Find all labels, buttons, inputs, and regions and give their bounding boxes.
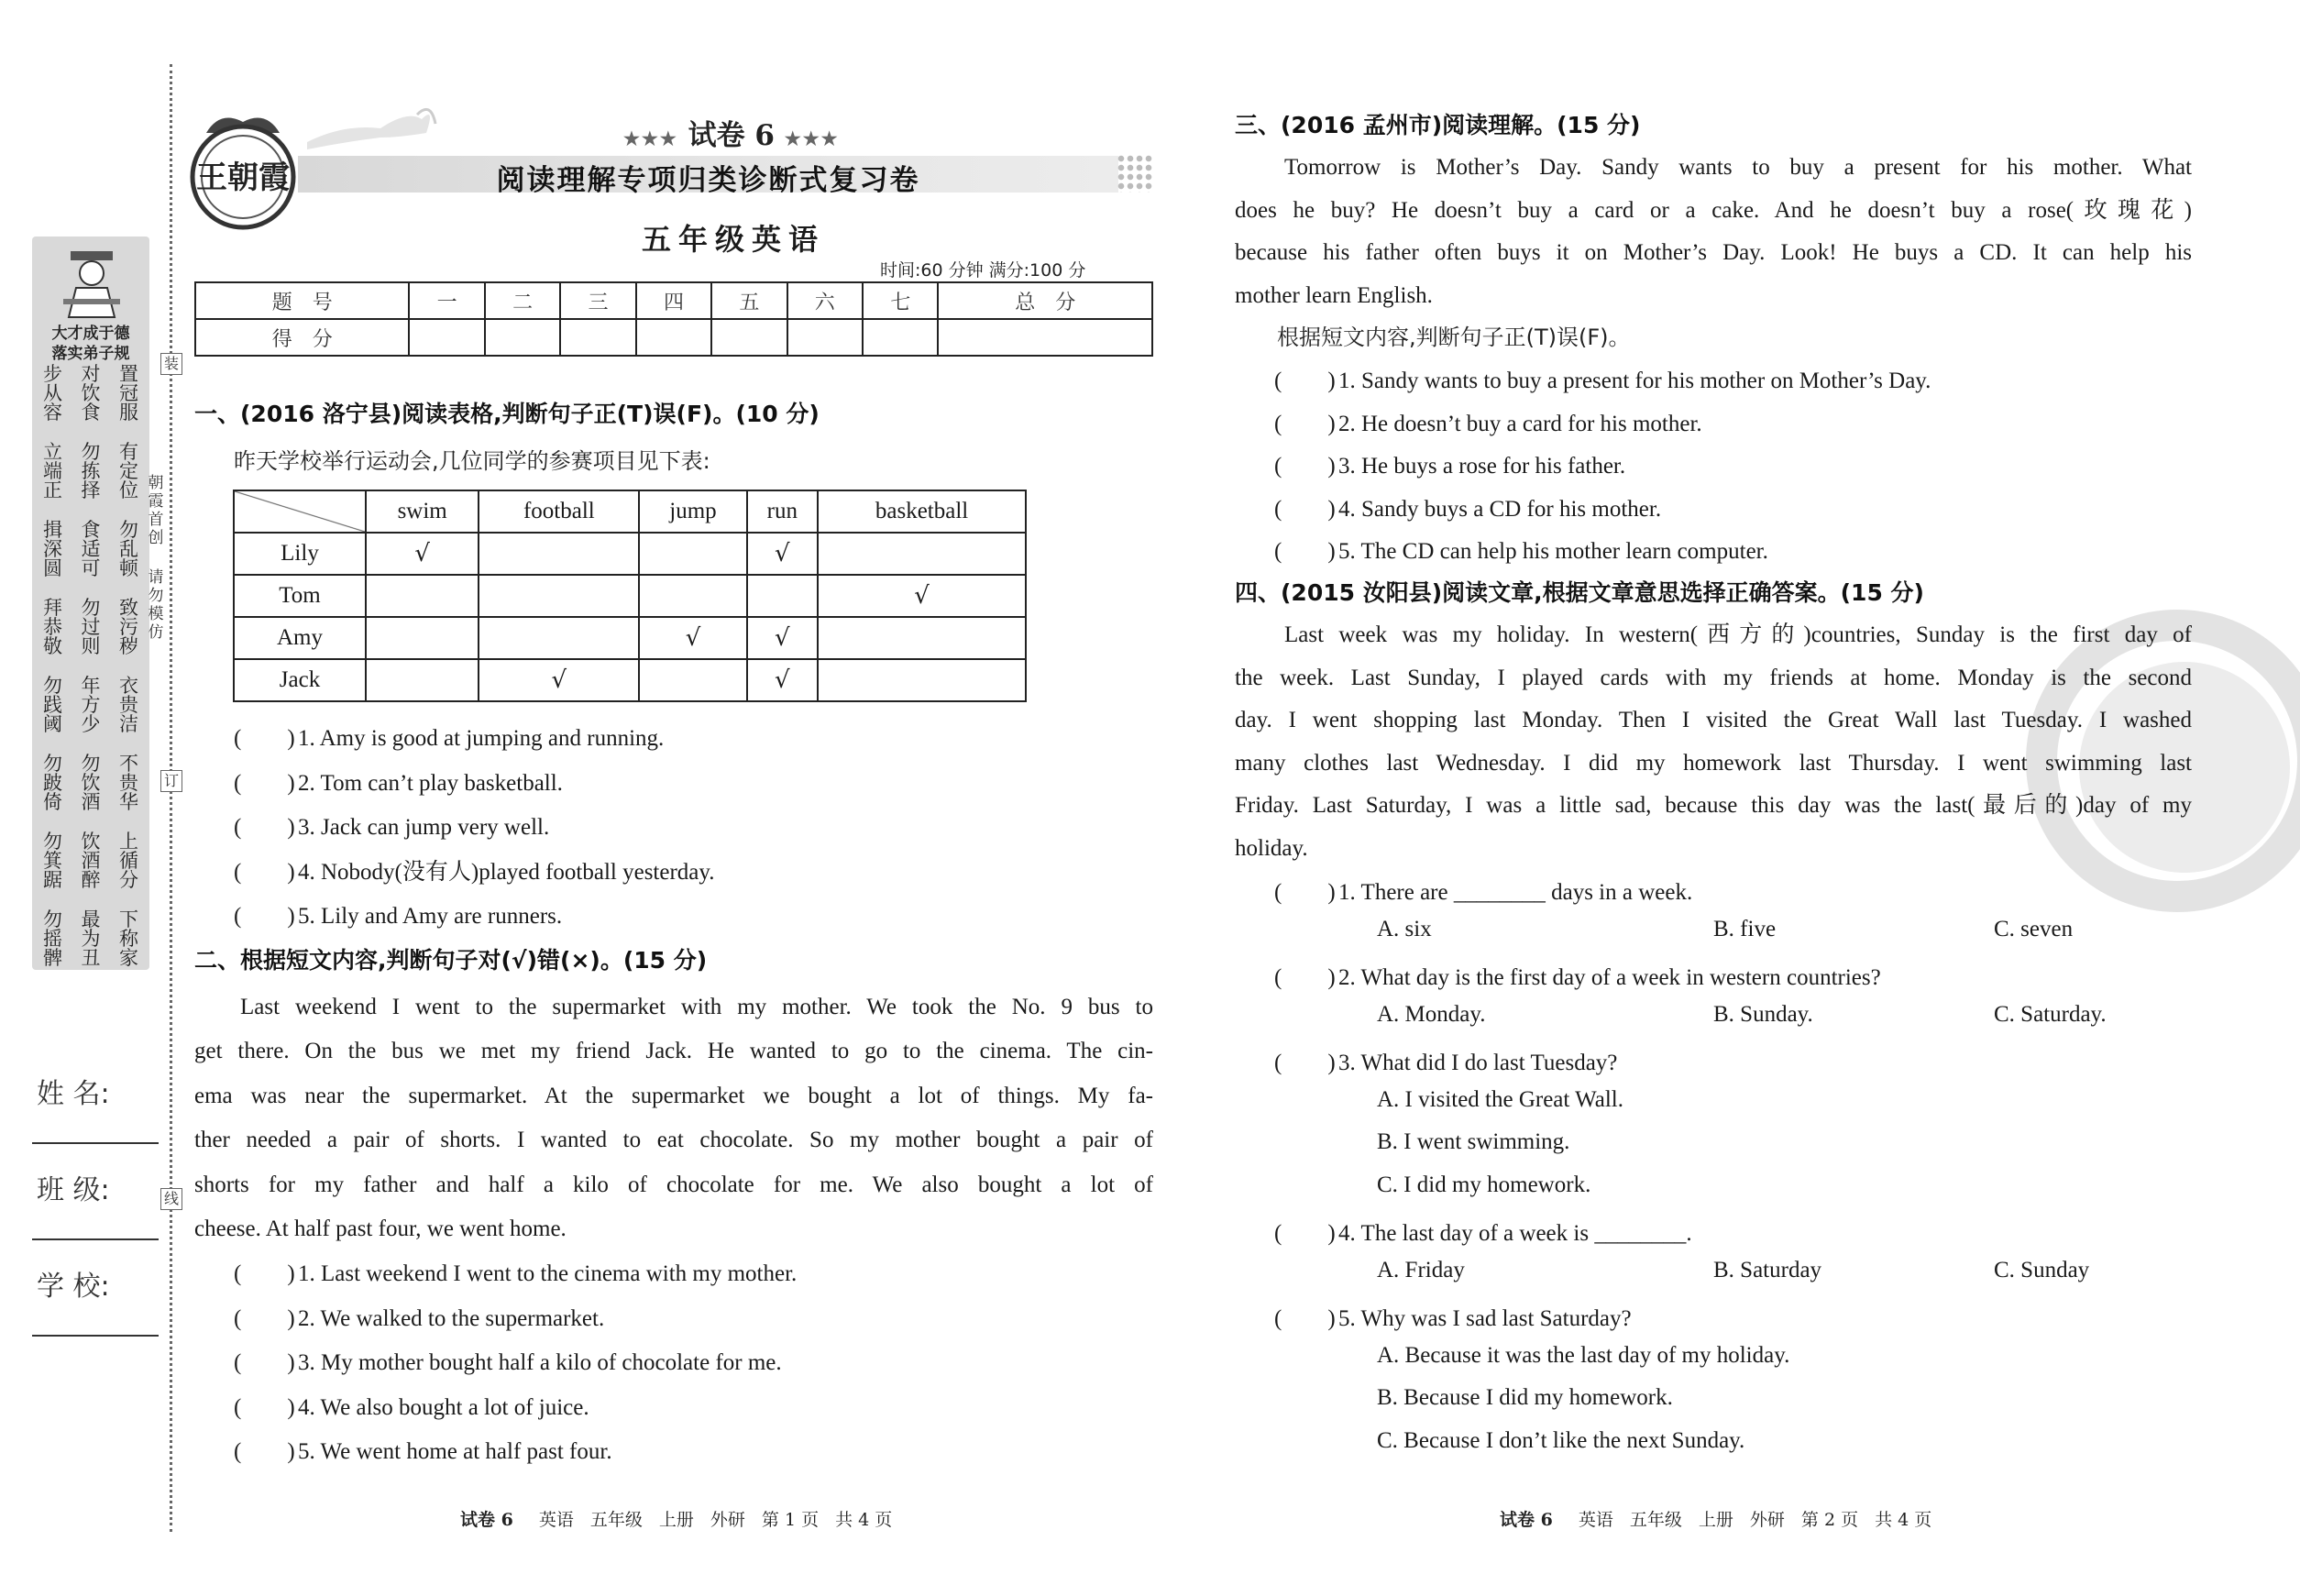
motto-char: 酒: [81, 791, 101, 813]
footer-right: [1500, 1506, 1948, 1531]
tick-cell: [366, 575, 479, 617]
motto-column: [82, 365, 101, 968]
school-label: 学 校:: [37, 1271, 110, 1303]
tick-cell: √: [747, 617, 819, 659]
score-input-cell[interactable]: [787, 319, 863, 356]
tick-cell: [479, 533, 639, 575]
student-name: Amy: [234, 617, 366, 659]
motto-char: 圆: [43, 557, 62, 579]
answer-bracket[interactable]: ( ): [234, 1439, 295, 1464]
score-header-cell: 五: [711, 282, 787, 319]
score-input-cell[interactable]: [409, 319, 484, 356]
passage-line: holiday.: [1235, 835, 1308, 861]
motto-char: 华: [119, 791, 138, 813]
name-label: 姓 名:: [37, 1078, 110, 1110]
footer-paper: 试卷 6: [1500, 1510, 1553, 1530]
paper-number-text: 试卷 6: [688, 119, 775, 152]
motto-char: 家: [119, 947, 138, 969]
question-item: [1274, 447, 1625, 480]
section2-heading: 二、根据短文内容,判断句子对(√)错(×)。(15 分): [194, 947, 708, 974]
sport-column-basketball: basketball: [818, 490, 1026, 533]
motto-char: 箕: [43, 850, 62, 872]
question-item: [1274, 533, 1768, 566]
answer-option[interactable]: A. Monday.: [1377, 1001, 1486, 1027]
seal-char-zhuang: 装: [160, 353, 182, 375]
tick-cell: [639, 659, 746, 701]
question-item: [1274, 959, 1881, 992]
sport-column-football: football: [479, 490, 639, 533]
motto-char: 则: [81, 635, 101, 657]
passage-line: day. I went shopping last Monday. Then I visited the Great Wall last Tuesday. I washed: [1235, 708, 2192, 732]
motto-char: 拜: [43, 597, 62, 619]
motto-char: 正: [43, 479, 62, 501]
motto-char: 醉: [81, 869, 101, 891]
score-header-cell: 总 分: [938, 282, 1152, 319]
tick-cell: [639, 575, 746, 617]
motto-char: 勿: [43, 675, 62, 697]
side-char: 勿: [148, 587, 164, 605]
side-char: 首: [148, 511, 164, 529]
motto-char: 跛: [43, 772, 62, 794]
logo-text: 王朝霞: [196, 160, 290, 196]
passage-line: ema was near the supermarket. At the supermarket we bought a lot of things. My fa-: [194, 1083, 1153, 1108]
motto-char: 髀: [43, 947, 62, 969]
motto-char: 可: [81, 557, 101, 579]
student-name: Lily: [234, 533, 366, 575]
question-item: [234, 1255, 797, 1288]
answer-bracket[interactable]: ( ): [1274, 880, 1336, 905]
motto-panel: [32, 237, 149, 970]
side-char: 仿: [148, 623, 164, 642]
motto-char: 食: [81, 519, 101, 541]
ribbon-icon: [307, 96, 445, 151]
answer-option[interactable]: A. six: [1377, 916, 1432, 941]
motto-char: 对: [81, 363, 101, 385]
question-text: 3. My mother bought half a kilo of chocolate for me.: [298, 1350, 782, 1375]
question-text: 2. Tom can’t play basketball.: [298, 770, 563, 796]
student-row: [234, 575, 1026, 617]
motto-char: 倚: [43, 791, 62, 813]
side-char: 创: [148, 529, 164, 547]
student-name: Jack: [234, 659, 366, 701]
section1-intro: 昨天学校举行运动会,几位同学的参赛项目见下表:: [234, 448, 710, 474]
student-row: [234, 617, 1026, 659]
section2-passage: [194, 985, 1153, 1251]
answer-bracket[interactable]: ( ): [1274, 539, 1336, 564]
answer-bracket[interactable]: ( ): [1274, 1221, 1336, 1246]
class-label: 班 级:: [37, 1174, 110, 1206]
answer-bracket[interactable]: ( ): [1274, 496, 1336, 522]
motto-char: 位: [119, 479, 138, 501]
passage-line: cheese. At half past four, we went home.: [194, 1216, 567, 1242]
question-item: [234, 1433, 612, 1466]
question-item: [234, 765, 563, 798]
footer-part: 共 4 页: [1875, 1510, 1932, 1530]
question-text: 1. Amy is good at jumping and running.: [298, 726, 665, 751]
answer-option[interactable]: C. I did my homework.: [1377, 1172, 1591, 1197]
answer-bracket[interactable]: ( ): [234, 859, 295, 885]
tick-cell: [479, 575, 639, 617]
answer-option[interactable]: A. Friday: [1377, 1257, 1465, 1282]
question-item: [1274, 1215, 1692, 1248]
tick-cell: [639, 533, 746, 575]
section4-passage: [1235, 614, 2192, 870]
score-header-cell: 七: [863, 282, 938, 319]
question-text: 1. Last weekend I went to the cinema with my mother.: [298, 1261, 798, 1286]
answer-option[interactable]: A. I visited the Great Wall.: [1377, 1086, 1623, 1112]
motto-char: 饮: [81, 831, 101, 853]
motto-char: 年: [81, 675, 101, 697]
motto-char: 踞: [43, 869, 62, 891]
footer-part: 上册: [658, 1510, 694, 1530]
footer-paper: 试卷 6: [460, 1510, 513, 1530]
section3-instruction: 根据短文内容,判断句子正(T)误(F)。: [1277, 325, 1631, 350]
question-text: 2. He doesn’t buy a card for his mother.: [1338, 411, 1702, 436]
question-item: [234, 809, 549, 842]
motto-column: [43, 365, 62, 968]
question-text: 1. There are ________ days in a week.: [1338, 880, 1693, 905]
score-header-cell: 题 号: [195, 282, 409, 319]
question-text: 3. He buys a rose for his father.: [1338, 454, 1626, 479]
motto-char: 勿: [43, 831, 62, 853]
question-item: [234, 897, 562, 930]
motto-char: 勿: [81, 441, 101, 463]
question-item: [234, 1344, 782, 1377]
score-header-cell: 二: [485, 282, 560, 319]
side-char: 请: [148, 568, 164, 587]
motto-char: 践: [43, 694, 62, 716]
main-title: 阅读理解专项归类诊断式复习卷: [496, 164, 920, 197]
footer-part: 英语: [538, 1510, 574, 1530]
motto-char: 污: [119, 616, 138, 638]
tick-cell: [818, 533, 1026, 575]
answer-bracket[interactable]: ( ): [1274, 454, 1336, 479]
motto-char: 阈: [43, 713, 62, 735]
score-table: [194, 281, 1153, 357]
answer-bracket[interactable]: ( ): [234, 815, 295, 840]
motto-heading-2: 落实弟子规: [51, 345, 130, 363]
motto-char: 拣: [81, 460, 101, 482]
seal-char-ding: 订: [160, 770, 182, 792]
tick-cell: √: [366, 533, 479, 575]
question-text: 2. What day is the first day of a week in western countries?: [1338, 965, 1881, 990]
footer-part: 外研: [1749, 1510, 1785, 1530]
passage-line: Friday. Last Saturday, I was a little sad, because this day was the last(最后的)day of my: [1235, 793, 2192, 818]
motto-char: 食: [81, 402, 101, 424]
motto-char: 勿: [81, 753, 101, 775]
section4-heading: 四、(2015 汝阳县)阅读文章,根据文章意思选择正确答案。(15 分): [1235, 579, 1924, 606]
question-text: 5. We went home at half past four.: [298, 1439, 612, 1464]
question-item: [234, 720, 664, 753]
score-input-cell[interactable]: [636, 319, 711, 356]
motto-char: 贵: [119, 772, 138, 794]
motto-char: 洁: [119, 713, 138, 735]
question-text: 5. The CD can help his mother learn computer.: [1338, 539, 1768, 564]
motto-char: 立: [43, 441, 62, 463]
tick-cell: √: [747, 533, 819, 575]
question-text: 4. Nobody(没有人)played football yesterday.: [298, 859, 715, 885]
motto-char: 饮: [81, 772, 101, 794]
star-icons-left: ★★★: [623, 127, 678, 149]
dot-pattern: [1117, 154, 1153, 193]
motto-char: 不: [119, 753, 138, 775]
question-text: 3. What did I do last Tuesday?: [1338, 1051, 1618, 1075]
passage-line: get there. On the bus we met my friend Jack. He wanted to go to the cinema. The cin-: [194, 1039, 1153, 1064]
footer-part: 第 2 页: [1800, 1510, 1859, 1530]
motto-char: 分: [119, 869, 138, 891]
motto-char: 饮: [81, 382, 101, 404]
answer-bracket[interactable]: ( ): [234, 1394, 295, 1420]
paper-number: [623, 112, 840, 153]
answer-option[interactable]: B. Sunday.: [1713, 1001, 1813, 1027]
answer-bracket[interactable]: ( ): [1274, 965, 1336, 990]
tick-cell: √: [747, 659, 819, 701]
question-item: [1274, 490, 1661, 523]
answer-bracket[interactable]: ( ): [1274, 1051, 1336, 1075]
sport-column-jump: jump: [639, 490, 746, 533]
answer-bracket[interactable]: ( ): [234, 770, 295, 796]
motto-char: 循: [119, 850, 138, 872]
motto-char: 置: [119, 363, 138, 385]
answer-option[interactable]: B. Saturday: [1713, 1257, 1822, 1282]
score-input-cell[interactable]: [863, 319, 938, 356]
scholar-icon: [60, 246, 124, 319]
motto-char: 乱: [119, 538, 138, 560]
score-input-cell[interactable]: [485, 319, 560, 356]
score-value-row: [195, 319, 1152, 356]
motto-char: 勿: [119, 519, 138, 541]
score-header-cell: 三: [560, 282, 635, 319]
binding-line: [170, 64, 172, 1532]
answer-bracket[interactable]: ( ): [1274, 369, 1336, 393]
answer-option[interactable]: B. five: [1713, 916, 1777, 941]
footer-left: [460, 1506, 908, 1531]
sports-table-header: [234, 490, 1026, 533]
answer-bracket[interactable]: ( ): [234, 1261, 295, 1286]
question-text: 2. We walked to the supermarket.: [298, 1305, 605, 1331]
motto-char: 容: [43, 402, 62, 424]
motto-char: 秽: [119, 635, 138, 657]
answer-option[interactable]: B. Because I did my homework.: [1377, 1385, 1673, 1410]
answer-bracket[interactable]: ( ): [234, 1305, 295, 1331]
side-char: 模: [148, 605, 164, 623]
tick-cell: √: [639, 617, 746, 659]
tick-cell: [479, 617, 639, 659]
time-info: 时间:60 分钟 满分:100 分: [880, 260, 1086, 281]
motto-char: 有: [119, 441, 138, 463]
passage-line: shorts for my father and half a kilo of chocolate for me. We also bought a lot of: [194, 1172, 1153, 1197]
sport-column-run: run: [747, 490, 819, 533]
motto-heading-1: 大才成于德: [51, 325, 130, 343]
score-label-cell: 得 分: [195, 319, 409, 356]
score-header-cell: 六: [787, 282, 863, 319]
question-text: 5. Lily and Amy are runners.: [298, 904, 563, 929]
footer-part: 英语: [1578, 1510, 1613, 1530]
motto-column: [119, 365, 138, 968]
answer-option[interactable]: A. Because it was the last day of my holiday.: [1377, 1342, 1790, 1368]
motto-char: 勿: [81, 597, 101, 619]
motto-char: 贵: [119, 694, 138, 716]
motto-char: 敬: [43, 635, 62, 657]
motto-char: 适: [81, 538, 101, 560]
answer-bracket[interactable]: ( ): [234, 904, 295, 929]
question-text: 4. The last day of a week is ________.: [1338, 1221, 1692, 1246]
answer-bracket[interactable]: ( ): [234, 1350, 295, 1375]
motto-char: 过: [81, 616, 101, 638]
question-item: [234, 1389, 589, 1422]
motto-char: 为: [81, 928, 101, 950]
diagonal-header-cell: [234, 490, 366, 533]
motto-char: 上: [119, 831, 138, 853]
sport-column-swim: swim: [366, 490, 479, 533]
footer-part: 上册: [1698, 1510, 1733, 1530]
side-text-original: [147, 474, 165, 547]
motto-char: 方: [81, 694, 101, 716]
side-char: 霞: [148, 492, 164, 511]
motto-char: 揖: [43, 519, 62, 541]
motto-char: 勿: [43, 753, 62, 775]
motto-char: 勿: [43, 908, 62, 930]
class-field[interactable]: [32, 1238, 159, 1240]
question-text: 5. Why was I sad last Saturday?: [1338, 1306, 1632, 1331]
question-item: [1274, 1044, 1617, 1077]
passage-line: Last weekend I went to the supermarket with my mother. We took the No. 9 bus to: [240, 995, 1153, 1019]
question-item: [1274, 874, 1692, 907]
motto-char: 冠: [119, 382, 138, 404]
motto-char: 最: [81, 908, 101, 930]
answer-bracket[interactable]: ( ): [1274, 1306, 1336, 1331]
tick-cell: [818, 617, 1026, 659]
question-item: [234, 853, 715, 886]
answer-bracket[interactable]: ( ): [1274, 411, 1336, 436]
side-text-no-copy: [147, 568, 165, 642]
motto-char: 从: [43, 382, 62, 404]
tick-cell: √: [818, 575, 1026, 617]
passage-line: ther needed a pair of shorts. I wanted to eat chocolate. So my mother bought a pair of: [194, 1128, 1153, 1153]
motto-char: 致: [119, 597, 138, 619]
score-header-cell: 四: [636, 282, 711, 319]
question-item: [1274, 405, 1702, 438]
tick-cell: [747, 575, 819, 617]
motto-char: 称: [119, 928, 138, 950]
footer-part: 外研: [710, 1510, 745, 1530]
footer-part: 共 4 页: [835, 1510, 893, 1530]
passage-line: Tomorrow is Mother’s Day. Sandy wants to buy a present for his mother. What: [1284, 155, 2192, 180]
question-item: [1274, 362, 1931, 395]
motto-char: 下: [119, 908, 138, 930]
tick-cell: [366, 659, 479, 701]
section3-heading: 三、(2016 孟州市)阅读理解。(15 分): [1235, 112, 1641, 138]
question-item: [1274, 1300, 1632, 1333]
subject-title: 五年级英语: [641, 222, 825, 257]
passage-line: many clothes last Wednesday. I did my homework last Thursday. I went swimming last: [1235, 750, 2192, 776]
seal-char-xian: 线: [160, 1188, 182, 1210]
section1-heading: 一、(2016 洛宁县)阅读表格,判断句子正(T)误(F)。(10 分): [194, 401, 820, 427]
motto-char: 步: [43, 363, 62, 385]
section3-passage: [1235, 147, 2192, 317]
motto-char: 衣: [119, 675, 138, 697]
answer-option[interactable]: C. Because I don’t like the next Sunday.: [1377, 1427, 1745, 1453]
motto-char: 服: [119, 402, 138, 424]
passage-line: because his father often buys it on Mother’s Day. Look! He buys a CD. It can help his: [1235, 240, 2192, 265]
passage-line: the week. Last Sunday, I played cards with my friends at home. Monday is the second: [1235, 665, 2192, 690]
passage-line: Last week was my holiday. In western(西方的)countries, Sunday is the first day of: [1284, 622, 2192, 647]
motto-char: 恭: [43, 616, 62, 638]
motto-char: 摇: [43, 928, 62, 950]
student-row: [234, 533, 1026, 575]
score-input-cell[interactable]: [938, 319, 1152, 356]
student-row: [234, 659, 1026, 701]
motto-char: 端: [43, 460, 62, 482]
star-icons-right: ★★★: [784, 127, 840, 149]
question-item: [234, 1300, 604, 1333]
motto-char: 顿: [119, 557, 138, 579]
sports-table: [233, 490, 1027, 702]
motto-char: 定: [119, 460, 138, 482]
tick-cell: [366, 617, 479, 659]
motto-char: 少: [81, 713, 101, 735]
tick-cell: [818, 659, 1026, 701]
answer-option[interactable]: C. Saturday.: [1994, 1001, 2107, 1027]
school-field[interactable]: [32, 1335, 159, 1337]
side-char: 朝: [148, 474, 164, 492]
motto-char: 酒: [81, 850, 101, 872]
answer-bracket[interactable]: ( ): [234, 726, 295, 751]
question-text: 3. Jack can jump very well.: [298, 815, 550, 840]
footer-part: 五年级: [1629, 1510, 1682, 1530]
question-text: 1. Sandy wants to buy a present for his mother on Mother’s Day.: [1338, 369, 1931, 393]
question-text: 4. Sandy buys a CD for his mother.: [1338, 496, 1662, 522]
score-input-cell[interactable]: [711, 319, 787, 356]
passage-line: does he buy? He doesn’t buy a card or a cake. And he doesn’t buy a rose(玫瑰花): [1235, 197, 2192, 223]
answer-option[interactable]: C. seven: [1994, 916, 2074, 941]
passage-line: mother learn English.: [1235, 282, 1433, 308]
score-header-row: [195, 282, 1152, 319]
motto-columns: [43, 365, 138, 968]
footer-part: 五年级: [589, 1510, 643, 1530]
score-header-cell: 一: [409, 282, 484, 319]
motto-char: 丑: [81, 947, 101, 969]
answer-option[interactable]: C. Sunday: [1994, 1257, 2090, 1282]
tick-cell: √: [479, 659, 639, 701]
name-field[interactable]: [32, 1142, 159, 1144]
motto-char: 深: [43, 538, 62, 560]
motto-char: 择: [81, 479, 101, 501]
footer-part: 第 1 页: [761, 1510, 820, 1530]
brand-logo: [179, 96, 307, 234]
student-name: Tom: [234, 575, 366, 617]
answer-option[interactable]: B. I went swimming.: [1377, 1129, 1570, 1154]
score-input-cell[interactable]: [560, 319, 635, 356]
question-text: 4. We also bought a lot of juice.: [298, 1394, 589, 1420]
